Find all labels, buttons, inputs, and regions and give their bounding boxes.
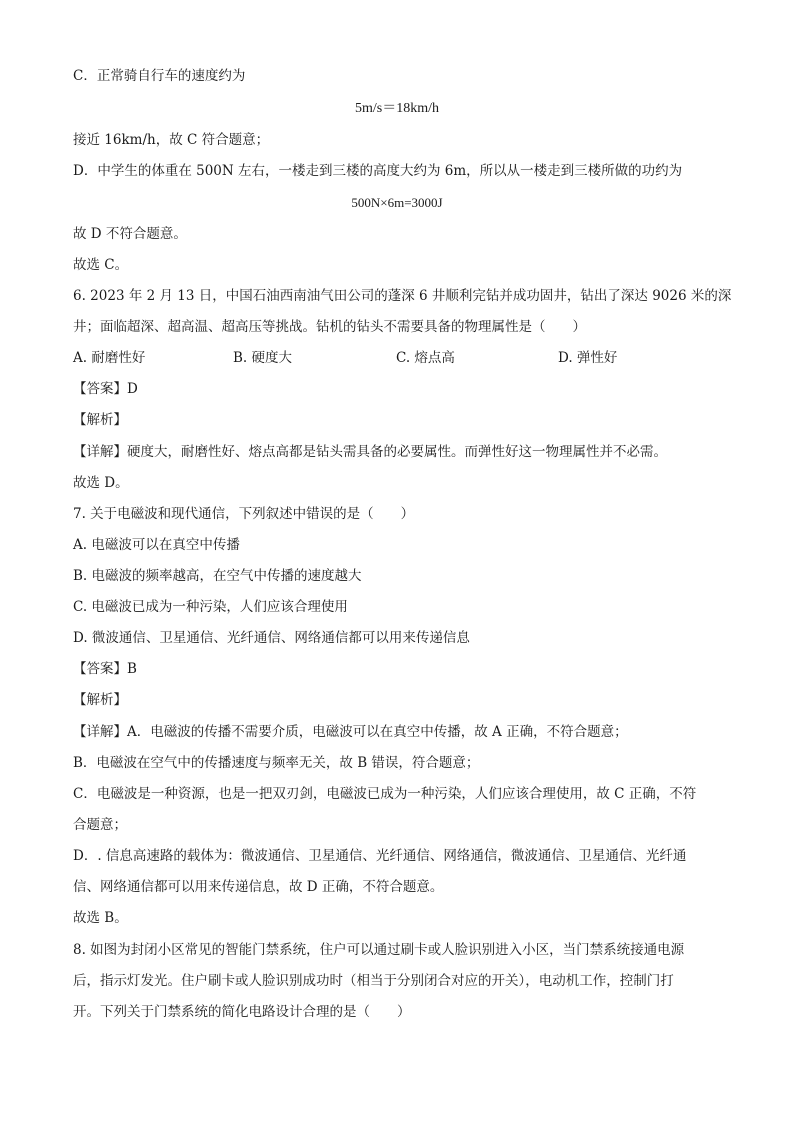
q7-detail-d-line1: D．. 信息高速路的载体为：微波通信、卫星通信、光纤通信、网络通信，微波通信、卫星通信、光纤通 bbox=[73, 848, 687, 864]
q8-stem-line2: 后，指示灯发光。住户刷卡或人脸识别成功时（相当于分别闭合对应的开关），电动机工作，控制门打 bbox=[73, 973, 674, 989]
q5-d-formula: 500N×6m=3000J bbox=[351, 195, 443, 210]
q7-detail-d-line2: 信、网络通信都可以用来传递信息，故 D 正确，不符合题意。 bbox=[73, 879, 444, 895]
q6-analysis-heading: 【解析】 bbox=[73, 412, 127, 428]
q6-option-b: B. 硬度大 bbox=[233, 350, 293, 366]
q7-detail-b: B．电磁波在空气中的传播速度与频率无关，故 B 错误，符合题意； bbox=[73, 755, 480, 771]
q7-final-choice: 故选 B。 bbox=[73, 910, 128, 926]
q7-detail-c-line1: C．电磁波是一种资源，也是一把双刃剑，电磁波已成为一种污染，人们应该合理使用，故 C 正确，不符 bbox=[73, 786, 697, 802]
q7-stem: 7. 关于电磁波和现代通信，下列叙述中错误的是（ ） bbox=[73, 506, 415, 522]
q6-stem-line2: 井；面临超深、超高温、超高压等挑战。钻机的钻头不需要具备的物理属性是（ ） bbox=[73, 319, 586, 335]
q7-detail-a: 【详解】A．电磁波的传播不需要介质，电磁波可以在真空中传播，故 A 正确，不符合题意； bbox=[73, 724, 628, 740]
q7-option-d: D. 微波通信、卫星通信、光纤通信、网络通信都可以用来传递信息 bbox=[73, 630, 470, 646]
q6-stem-line1: 6. 2023 年 2 月 13 日，中国石油西南油气田公司的蓬深 6 井顺利完钻并成功固井，钻出了深达 9026 米的深 bbox=[73, 288, 732, 304]
q6-answer: 【答案】D bbox=[73, 381, 138, 397]
q5-final-choice: 故选 C。 bbox=[73, 257, 129, 273]
q5-c-formula: 5m/s＝18km/h bbox=[354, 101, 439, 116]
q6-detail: 【详解】硬度大，耐磨性好、熔点高都是钻头需具备的必要属性。而弹性好这一物理属性并不必需。 bbox=[73, 444, 667, 460]
q7-answer: 【答案】B bbox=[73, 661, 137, 677]
q6-option-c: C. 熔点高 bbox=[396, 350, 455, 366]
q7-option-b: B. 电磁波的频率越高，在空气中传播的速度越大 bbox=[73, 568, 362, 584]
q7-analysis-heading: 【解析】 bbox=[73, 692, 127, 708]
q5-c-conclusion: 接近 16km/h，故 C 符合题意； bbox=[73, 132, 270, 148]
q6-option-a: A. 耐磨性好 bbox=[73, 350, 146, 366]
q7-detail-c-line2: 合题意； bbox=[73, 817, 127, 833]
q8-stem-line3: 开。下列关于门禁系统的简化电路设计合理的是（ ） bbox=[73, 1004, 411, 1020]
q6-option-d: D. 弹性好 bbox=[558, 350, 618, 366]
q5-option-c-text: C．正常骑自行车的速度约为 bbox=[73, 68, 246, 84]
q7-option-a: A. 电磁波可以在真空中传播 bbox=[73, 537, 240, 553]
q7-option-c: C. 电磁波已成为一种污染，人们应该合理使用 bbox=[73, 599, 348, 615]
q5-d-conclusion: 故 D 不符合题意。 bbox=[73, 226, 187, 242]
q8-stem-line1: 8. 如图为封闭小区常见的智能门禁系统，住户可以通过刷卡或人脸识别进入小区，当门禁系统接通电源 bbox=[73, 942, 685, 958]
q6-final-choice: 故选 D。 bbox=[73, 475, 129, 491]
q5-option-d-text: D．中学生的体重在 500N 左右，一楼走到三楼的高度大约为 6m，所以从一楼走到三楼所做的功约为 bbox=[73, 163, 683, 179]
